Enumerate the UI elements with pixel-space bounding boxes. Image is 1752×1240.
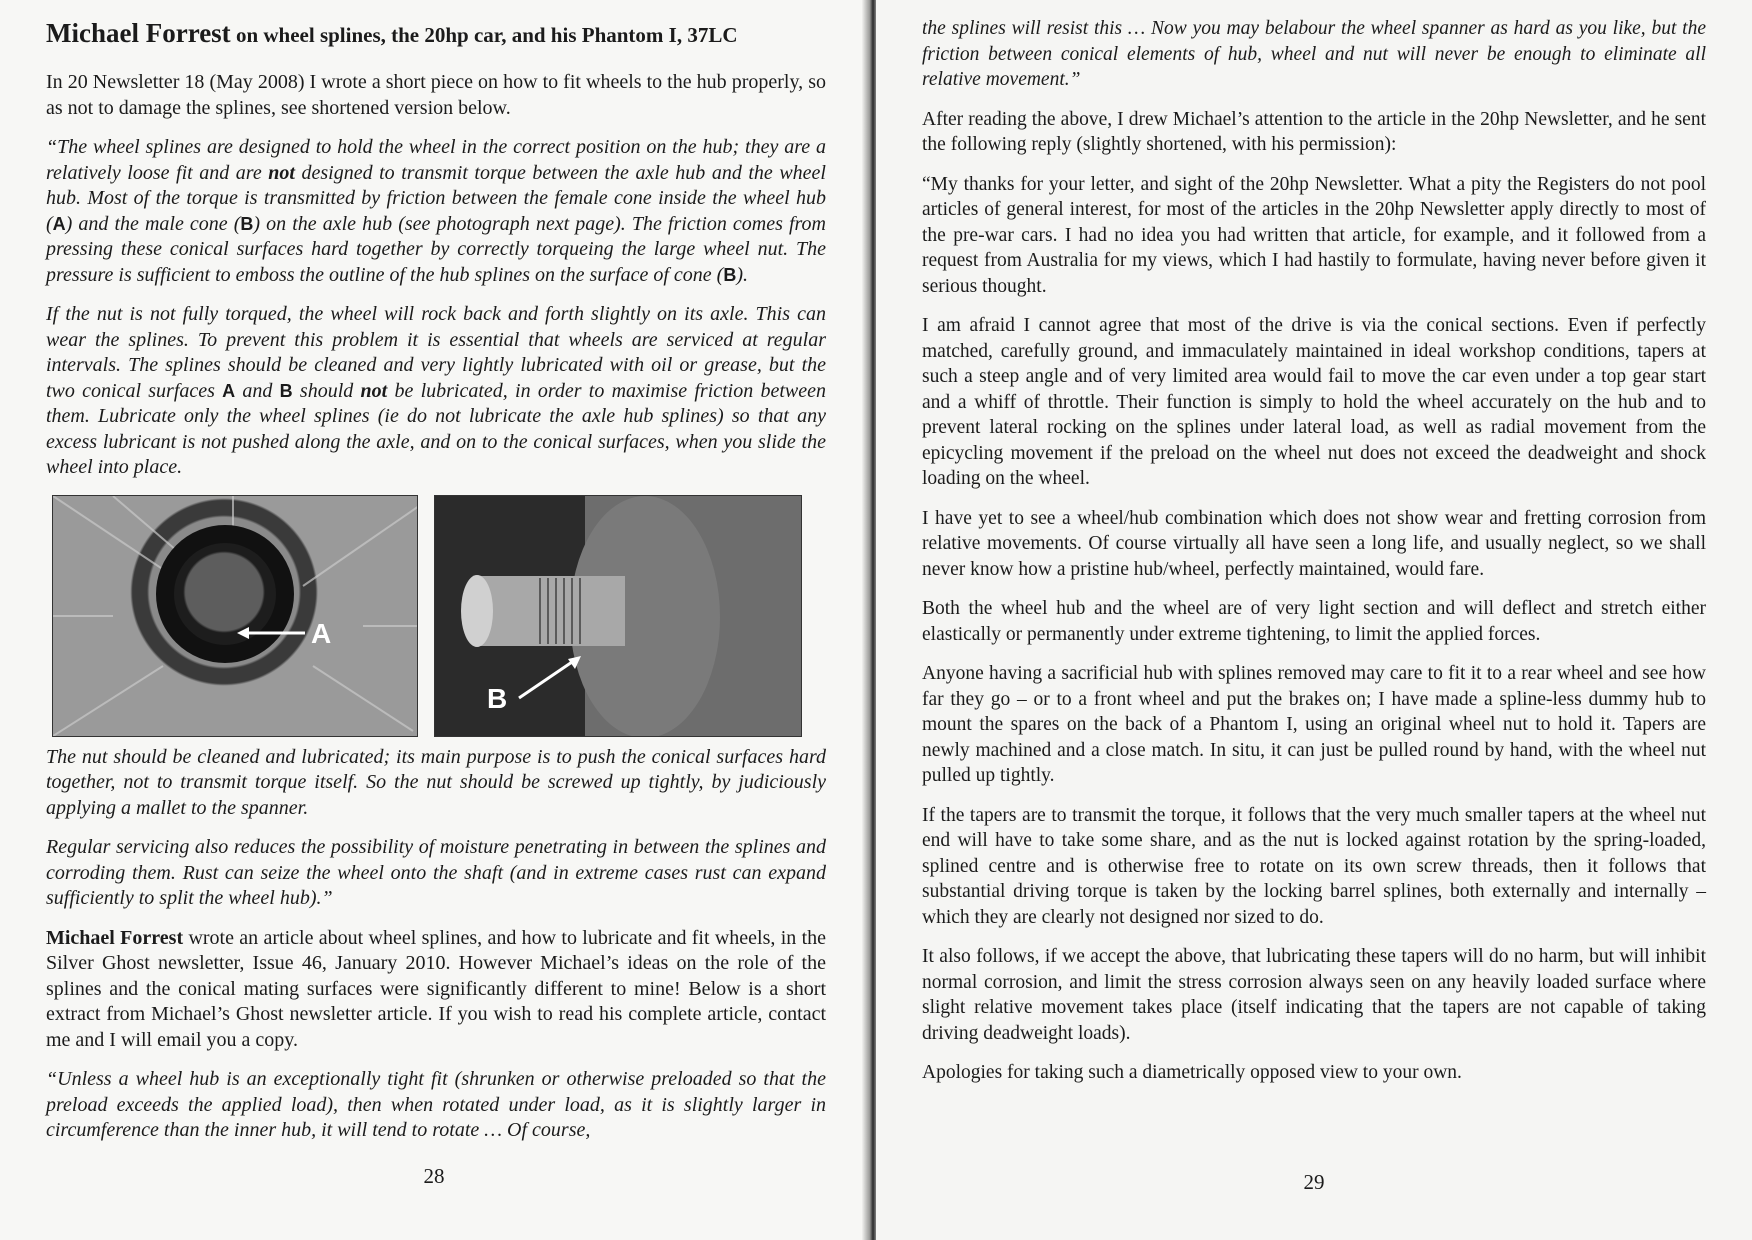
page-number-right: 29 — [1303, 1170, 1325, 1194]
right-paragraph-4: I have yet to see a wheel/hub combination which does not show wear and fretting corrosion from relative movements. Of course virtually all have seen a long life, and usually neglect, so we shall never know how a pristine hub/wheel, perfectly maintained, would fare. — [922, 507, 1706, 580]
right-paragraph-1: After reading the above, I drew Michael’s attention to the article in the 20hp Newsletter, and he sent the following reply (slightly shortened, with his permission): — [922, 108, 1706, 155]
quote-paragraph-3: The nut should be cleaned and lubricated; its main purpose is to push the conical surfaces hard together, not to transmit torque itself. So the nut should be screwed up tightly, by judiciously applying a mallet to the spanner. — [46, 745, 826, 819]
right-page — [876, 0, 1752, 1240]
intro-paragraph: In 20 Newsletter 18 (May 2008) I wrote a short piece on how to fit wheels to the hub properly, so as not to damage the splines, see shortened version below. — [46, 71, 826, 119]
left-page — [0, 0, 868, 1240]
wheel-hub-photo — [52, 495, 418, 737]
title-name: Michael Forrest — [46, 18, 231, 48]
right-paragraph-6: Anyone having a sacrificial hub with splines removed may care to fit it to a rear wheel and see how far they go – or to a front wheel and put the brakes on; I have made a spline-less dummy hub to mount the spares on the back of a Phantom I, using an original wheel nut to hold it. Tapers are newly machined and a close match. In situ, it can just be pulled round by hand, with the wheel nut pulled up tightly. — [922, 663, 1706, 786]
quote-paragraph-2: If the nut is not fully torqued, the wheel will rock back and forth slightly on its axle. This can wear the splines. To prevent this problem it is essential that wheels are serviced at regular intervals. The splines should be cleaned and very lightly lubricated with oil or grease, but the two conical surfaces A and B should not be lubricated, in order to maximise friction between them. Lubricate only the wheel splines (ie do not lubricate the axle hub splines) so that any excess lubricant is not pushed along the axle, and on to the conical surfaces, when you slide the wheel into place. — [46, 303, 827, 478]
quote-paragraph-5: “Unless a wheel hub is an exceptionally tight fit (shrunken or otherwise preloaded so that the preload exceeds the applied load), then when rotated under load, as it is slightly larger in circumference than the inner hub, it will tend to rotate … Of course, — [46, 1068, 826, 1141]
right-paragraph-2: “My thanks for your letter, and sight of the 20hp Newsletter. What a pity the Registers do not pool articles of general interest, for most of the articles in the 20hp Newsletter apply directly to most of the pre-war cars. I had no idea you had written that article, for example, and it followed from a request from Australia for my views, which I had hastily to formulate, having never before given it serious thought. — [922, 173, 1706, 297]
hub-photos — [52, 495, 826, 737]
right-paragraph-7: If the tapers are to transmit the torque, it follows that the very much smaller tapers at the wheel nut end will have to take some share, and as the nut is locked against rotation by the spring-loaded, splined centre and is otherwise free to rotate on its own screw threads, then it follows that substantial driving torque is taken by the locking barrel splines, both externally and internally – which they are clearly not designed nor sized to do. — [922, 804, 1706, 928]
axle-hub-photo — [434, 495, 802, 737]
photo-label-a: A — [311, 617, 332, 649]
photo-label-b: B — [487, 682, 508, 714]
quote-continuation: the splines will resist this … Now you may belabour the wheel spanner as hard as you like, but the friction between conical elements of hub, wheel and nut will never be enough to eliminate all relative movement.” — [922, 18, 1706, 90]
article-title — [46, 18, 826, 50]
quote-paragraph-4: Regular servicing also reduces the possibility of moisture penetrating in between the splines and corroding them. Rust can seize the wheel onto the shaft (and in extreme cases rust can expand sufficiently to split the wheel hub).” — [46, 836, 826, 909]
arrow-b — [519, 660, 575, 698]
quote-paragraph-1: “The wheel splines are designed to hold the wheel in the correct position on the hub; they are a relatively loose fit and are not designed to transmit torque between the axle hub and the wheel hub. Most of the torque is transmitted by friction between the female cone inside the wheel hub (A) and the male cone (B) on the axle hub (see photograph next page). The friction comes from pressing these conical surfaces hard together by correctly torqueing the large wheel nut. The pressure is sufficient to emboss the outline of the hub splines on the surface of cone (B). — [46, 136, 826, 286]
page-number-left: 28 — [423, 1164, 445, 1188]
body-paragraph: Michael Forrest wrote an article about wheel splines, and how to lubricate and fit wheels, in the Silver Ghost newsletter, Issue 46, January 2010. However Michael’s ideas on the role of the splines and the conical mating surfaces were significantly different to mine! Below is a short extract from Michael’s Ghost newsletter article. If you wish to read his complete article, contact me and I will email you a copy. — [46, 926, 827, 1051]
title-rest: on wheel splines, the 20hp car, and his Phantom I, 37LC — [230, 23, 738, 47]
right-paragraph-8: It also follows, if we accept the above, that lubricating these tapers will do no harm, but will inhibit normal corrosion, and limit the stress corrosion always seen on any heavily loaded surface where slight relative movement takes place (itself indicating that the tapers are not capable of taking driving deadweight loads). — [922, 946, 1706, 1044]
right-paragraph-5: Both the wheel hub and the wheel are of very light section and will deflect and stretch either elastically or permanently under extreme tightening, to limit the applied forces. — [922, 598, 1706, 645]
right-paragraph-3: I am afraid I cannot agree that most of the drive is via the conical sections. Even if perfectly matched, carefully ground, and immaculately maintained in ideal workshop conditions, tapers at such a steep angle and of very limited area would fail to move the car even under a top gear start and a whiff of throttle. Their function is simply to hold the wheel accurately on the hub and to prevent lateral rocking on the splines under lateral load, as well as radial movement from the epicycling movement if the preload on the wheel nut does not exceed the deadweight and shock loading on the wheel. — [922, 315, 1706, 489]
right-paragraph-9: Apologies for taking such a diametrically opposed view to your own. — [922, 1062, 1462, 1083]
